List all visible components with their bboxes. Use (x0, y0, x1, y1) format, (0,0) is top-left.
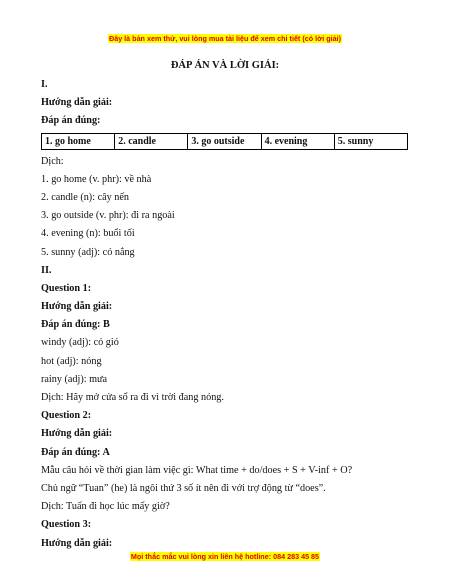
explanation-line: windy (adj): có gió (41, 337, 119, 349)
answer-line: Đáp án đúng: B (41, 319, 110, 331)
translation-item: 5. sunny (adj): có nắng (41, 246, 135, 258)
translation-item: 3. go outside (v. phr): đi ra ngoài (41, 210, 175, 222)
translation-item: 4. evening (n): buổi tối (41, 228, 135, 240)
preview-notice-banner (0, 28, 450, 46)
question-label: Question 3: (41, 519, 92, 531)
answer-label: Đáp án đúng: (41, 115, 101, 127)
explanation-line: rainy (adj): mưa (41, 373, 108, 385)
explanation-line: Dịch: Hãy mở cửa sổ ra đi vì trời đang nóng. (41, 392, 224, 403)
explanation-line: Dịch: Tuấn đi học lúc mấy giờ? (41, 501, 170, 513)
explanation-line: hot (adj): nóng (41, 355, 102, 367)
translation-item: 2. candle (n): cây nến (41, 191, 129, 203)
answer-cell: 2. candle (115, 133, 188, 149)
guide-label: Hướng dẫn giải: (41, 301, 113, 313)
page-title: ĐÁP ÁN VÀ LỜI GIẢI: (170, 60, 280, 71)
answer-document (41, 56, 409, 553)
guide-label: Hướng dẫn giải: (41, 537, 113, 549)
answer-line: Đáp án đúng: A (41, 446, 110, 458)
translation-item: 1. go home (v. phr): về nhà (41, 173, 152, 185)
answer-cell: 5. sunny (334, 133, 407, 149)
answer-cell: 4. evening (261, 133, 334, 149)
guide-label: Hướng dẫn giải: (41, 428, 113, 440)
section-heading-1: I. (41, 79, 48, 90)
answer-cell: 3. go outside (188, 133, 261, 149)
explanation-line: Mẫu câu hỏi về thời gian làm việc gì: What time + do/does + S + V-inf + O? (41, 464, 353, 476)
question-label: Question 2: (41, 410, 92, 422)
guide-label: Hướng dẫn giải: (41, 97, 113, 109)
hotline-text: Mọi thắc mắc vui lòng xin liên hệ hotline: 084 283 45 85 (130, 552, 320, 561)
translate-label: Dịch: (41, 155, 64, 167)
section-heading-2: II. (41, 264, 52, 276)
hotline-banner (0, 546, 450, 564)
preview-notice-text: Đây là bản xem thử, vui lòng mua tài liệu để xem chi tiết (có lời giải) (109, 34, 341, 43)
question-label: Question 1: (41, 282, 92, 294)
table-row (42, 133, 408, 149)
explanation-line: Chủ ngữ “Tuan” (he) là ngôi thứ 3 số ít nên đi với trợ động từ “does”. (41, 482, 326, 494)
answer-cell: 1. go home (42, 133, 115, 149)
answer-table (41, 133, 408, 150)
